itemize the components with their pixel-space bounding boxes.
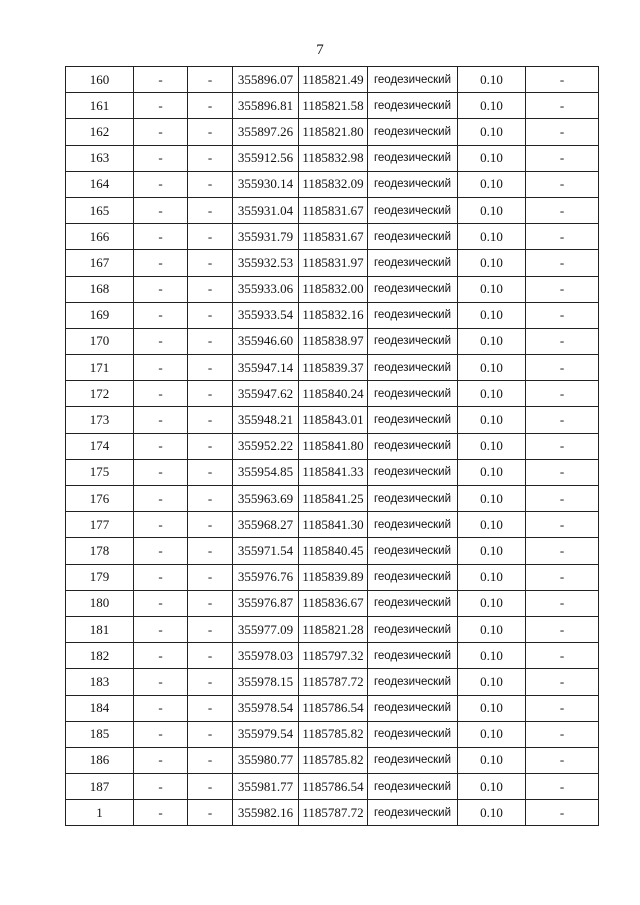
old-x-cell: - (134, 328, 188, 354)
accuracy-cell: 0.10 (458, 355, 526, 381)
old-y-cell: - (188, 800, 233, 826)
old-x-cell: - (134, 747, 188, 773)
point-number-cell: 179 (66, 564, 134, 590)
table-row (66, 721, 599, 747)
point-number-cell: 162 (66, 119, 134, 145)
accuracy-cell: 0.10 (458, 224, 526, 250)
accuracy-cell: 0.10 (458, 145, 526, 171)
table-row (66, 669, 599, 695)
old-x-cell: - (134, 590, 188, 616)
description-cell: - (526, 93, 599, 119)
point-number-cell: 186 (66, 747, 134, 773)
new-x-cell: 355896.07 (233, 67, 299, 93)
point-number-cell: 181 (66, 616, 134, 642)
table-row (66, 643, 599, 669)
description-cell: - (526, 616, 599, 642)
method-cell: геодезический (368, 695, 458, 721)
description-cell: - (526, 250, 599, 276)
point-number-cell: 182 (66, 643, 134, 669)
accuracy-cell: 0.10 (458, 669, 526, 695)
old-y-cell: - (188, 590, 233, 616)
method-cell: геодезический (368, 119, 458, 145)
old-y-cell: - (188, 407, 233, 433)
new-x-cell: 355930.14 (233, 171, 299, 197)
description-cell: - (526, 669, 599, 695)
table-row (66, 564, 599, 590)
accuracy-cell: 0.10 (458, 302, 526, 328)
description-cell: - (526, 197, 599, 223)
description-cell: - (526, 747, 599, 773)
new-y-cell: 1185821.28 (299, 616, 368, 642)
new-y-cell: 1185787.72 (299, 669, 368, 695)
accuracy-cell: 0.10 (458, 197, 526, 223)
table-row (66, 695, 599, 721)
point-number-cell: 173 (66, 407, 134, 433)
new-x-cell: 355933.06 (233, 276, 299, 302)
accuracy-cell: 0.10 (458, 643, 526, 669)
description-cell: - (526, 328, 599, 354)
description-cell: - (526, 433, 599, 459)
point-number-cell: 168 (66, 276, 134, 302)
old-x-cell: - (134, 800, 188, 826)
description-cell: - (526, 302, 599, 328)
description-cell: - (526, 486, 599, 512)
old-y-cell: - (188, 433, 233, 459)
old-x-cell: - (134, 119, 188, 145)
new-y-cell: 1185832.98 (299, 145, 368, 171)
accuracy-cell: 0.10 (458, 93, 526, 119)
old-y-cell: - (188, 119, 233, 145)
new-x-cell: 355963.69 (233, 486, 299, 512)
method-cell: геодезический (368, 800, 458, 826)
old-y-cell: - (188, 669, 233, 695)
old-x-cell: - (134, 564, 188, 590)
new-y-cell: 1185832.16 (299, 302, 368, 328)
new-y-cell: 1185840.45 (299, 538, 368, 564)
new-x-cell: 355933.54 (233, 302, 299, 328)
table-row (66, 616, 599, 642)
accuracy-cell: 0.10 (458, 538, 526, 564)
accuracy-cell: 0.10 (458, 433, 526, 459)
old-x-cell: - (134, 538, 188, 564)
description-cell: - (526, 721, 599, 747)
table-row (66, 747, 599, 773)
table-row (66, 119, 599, 145)
old-y-cell: - (188, 381, 233, 407)
point-number-cell: 180 (66, 590, 134, 616)
point-number-cell: 171 (66, 355, 134, 381)
old-x-cell: - (134, 93, 188, 119)
description-cell: - (526, 407, 599, 433)
point-number-cell: 178 (66, 538, 134, 564)
table-row (66, 459, 599, 485)
table-row (66, 197, 599, 223)
table-row (66, 328, 599, 354)
table-row (66, 355, 599, 381)
description-cell: - (526, 355, 599, 381)
new-x-cell: 355912.56 (233, 145, 299, 171)
accuracy-cell: 0.10 (458, 119, 526, 145)
point-number-cell: 161 (66, 93, 134, 119)
accuracy-cell: 0.10 (458, 616, 526, 642)
method-cell: геодезический (368, 276, 458, 302)
old-x-cell: - (134, 407, 188, 433)
table-row (66, 433, 599, 459)
new-y-cell: 1185787.72 (299, 800, 368, 826)
description-cell: - (526, 695, 599, 721)
table-row (66, 276, 599, 302)
new-x-cell: 355931.79 (233, 224, 299, 250)
point-number-cell: 172 (66, 381, 134, 407)
point-number-cell: 164 (66, 171, 134, 197)
new-x-cell: 355897.26 (233, 119, 299, 145)
old-x-cell: - (134, 145, 188, 171)
method-cell: геодезический (368, 486, 458, 512)
old-y-cell: - (188, 747, 233, 773)
new-x-cell: 355931.04 (233, 197, 299, 223)
accuracy-cell: 0.10 (458, 512, 526, 538)
new-y-cell: 1185785.82 (299, 747, 368, 773)
accuracy-cell: 0.10 (458, 721, 526, 747)
new-y-cell: 1185831.67 (299, 224, 368, 250)
old-y-cell: - (188, 486, 233, 512)
method-cell: геодезический (368, 302, 458, 328)
method-cell: геодезический (368, 355, 458, 381)
accuracy-cell: 0.10 (458, 695, 526, 721)
accuracy-cell: 0.10 (458, 747, 526, 773)
accuracy-cell: 0.10 (458, 171, 526, 197)
point-number-cell: 174 (66, 433, 134, 459)
description-cell: - (526, 459, 599, 485)
new-y-cell: 1185786.54 (299, 695, 368, 721)
new-y-cell: 1185831.97 (299, 250, 368, 276)
old-y-cell: - (188, 328, 233, 354)
table-row (66, 250, 599, 276)
old-x-cell: - (134, 355, 188, 381)
old-x-cell: - (134, 721, 188, 747)
method-cell: геодезический (368, 197, 458, 223)
new-y-cell: 1185832.09 (299, 171, 368, 197)
new-x-cell: 355980.77 (233, 747, 299, 773)
old-y-cell: - (188, 67, 233, 93)
old-y-cell: - (188, 774, 233, 800)
old-y-cell: - (188, 276, 233, 302)
old-y-cell: - (188, 643, 233, 669)
description-cell: - (526, 381, 599, 407)
old-x-cell: - (134, 250, 188, 276)
old-x-cell: - (134, 224, 188, 250)
new-y-cell: 1185785.82 (299, 721, 368, 747)
new-x-cell: 355977.09 (233, 616, 299, 642)
new-y-cell: 1185841.30 (299, 512, 368, 538)
old-y-cell: - (188, 250, 233, 276)
new-y-cell: 1185832.00 (299, 276, 368, 302)
new-x-cell: 355954.85 (233, 459, 299, 485)
old-y-cell: - (188, 512, 233, 538)
description-cell: - (526, 564, 599, 590)
new-y-cell: 1185841.25 (299, 486, 368, 512)
table-row (66, 93, 599, 119)
new-y-cell: 1185836.67 (299, 590, 368, 616)
accuracy-cell: 0.10 (458, 486, 526, 512)
new-y-cell: 1185838.97 (299, 328, 368, 354)
method-cell: геодезический (368, 407, 458, 433)
description-cell: - (526, 224, 599, 250)
new-y-cell: 1185840.24 (299, 381, 368, 407)
table-row (66, 800, 599, 826)
table-row (66, 302, 599, 328)
point-number-cell: 176 (66, 486, 134, 512)
accuracy-cell: 0.10 (458, 590, 526, 616)
point-number-cell: 185 (66, 721, 134, 747)
point-number-cell: 167 (66, 250, 134, 276)
method-cell: геодезический (368, 721, 458, 747)
table-row (66, 512, 599, 538)
old-x-cell: - (134, 302, 188, 328)
point-number-cell: 177 (66, 512, 134, 538)
new-y-cell: 1185821.58 (299, 93, 368, 119)
accuracy-cell: 0.10 (458, 381, 526, 407)
new-x-cell: 355947.14 (233, 355, 299, 381)
old-y-cell: - (188, 459, 233, 485)
method-cell: геодезический (368, 171, 458, 197)
accuracy-cell: 0.10 (458, 67, 526, 93)
description-cell: - (526, 145, 599, 171)
method-cell: геодезический (368, 616, 458, 642)
method-cell: геодезический (368, 67, 458, 93)
old-y-cell: - (188, 171, 233, 197)
point-number-cell: 187 (66, 774, 134, 800)
new-x-cell: 355896.81 (233, 93, 299, 119)
new-x-cell: 355976.87 (233, 590, 299, 616)
old-y-cell: - (188, 302, 233, 328)
new-x-cell: 355978.15 (233, 669, 299, 695)
description-cell: - (526, 67, 599, 93)
method-cell: геодезический (368, 774, 458, 800)
old-y-cell: - (188, 224, 233, 250)
point-number-cell: 175 (66, 459, 134, 485)
new-y-cell: 1185839.89 (299, 564, 368, 590)
table-row (66, 538, 599, 564)
method-cell: геодезический (368, 224, 458, 250)
old-y-cell: - (188, 93, 233, 119)
accuracy-cell: 0.10 (458, 459, 526, 485)
accuracy-cell: 0.10 (458, 564, 526, 590)
old-x-cell: - (134, 459, 188, 485)
description-cell: - (526, 119, 599, 145)
page-number: 7 (316, 42, 324, 58)
new-x-cell: 355978.03 (233, 643, 299, 669)
description-cell: - (526, 512, 599, 538)
method-cell: геодезический (368, 512, 458, 538)
new-x-cell: 355976.76 (233, 564, 299, 590)
accuracy-cell: 0.10 (458, 276, 526, 302)
old-y-cell: - (188, 695, 233, 721)
new-x-cell: 355978.54 (233, 695, 299, 721)
old-y-cell: - (188, 145, 233, 171)
accuracy-cell: 0.10 (458, 407, 526, 433)
new-x-cell: 355952.22 (233, 433, 299, 459)
new-x-cell: 355968.27 (233, 512, 299, 538)
method-cell: геодезический (368, 590, 458, 616)
method-cell: геодезический (368, 328, 458, 354)
table-row (66, 67, 599, 93)
method-cell: геодезический (368, 538, 458, 564)
new-x-cell: 355948.21 (233, 407, 299, 433)
point-number-cell: 165 (66, 197, 134, 223)
new-x-cell: 355981.77 (233, 774, 299, 800)
new-x-cell: 355946.60 (233, 328, 299, 354)
description-cell: - (526, 774, 599, 800)
old-x-cell: - (134, 774, 188, 800)
method-cell: геодезический (368, 459, 458, 485)
new-y-cell: 1185797.32 (299, 643, 368, 669)
old-x-cell: - (134, 643, 188, 669)
table-row (66, 381, 599, 407)
method-cell: геодезический (368, 381, 458, 407)
point-number-cell: 163 (66, 145, 134, 171)
table-row (66, 171, 599, 197)
table-row (66, 774, 599, 800)
table-row (66, 486, 599, 512)
old-x-cell: - (134, 381, 188, 407)
new-x-cell: 355971.54 (233, 538, 299, 564)
new-y-cell: 1185841.33 (299, 459, 368, 485)
accuracy-cell: 0.10 (458, 250, 526, 276)
method-cell: геодезический (368, 564, 458, 590)
new-y-cell: 1185841.80 (299, 433, 368, 459)
accuracy-cell: 0.10 (458, 774, 526, 800)
method-cell: геодезический (368, 643, 458, 669)
method-cell: геодезический (368, 145, 458, 171)
description-cell: - (526, 800, 599, 826)
old-x-cell: - (134, 171, 188, 197)
point-number-cell: 183 (66, 669, 134, 695)
new-y-cell: 1185843.01 (299, 407, 368, 433)
old-y-cell: - (188, 564, 233, 590)
old-x-cell: - (134, 512, 188, 538)
description-cell: - (526, 643, 599, 669)
table-body (66, 67, 599, 826)
old-y-cell: - (188, 197, 233, 223)
method-cell: геодезический (368, 93, 458, 119)
old-x-cell: - (134, 486, 188, 512)
description-cell: - (526, 590, 599, 616)
old-y-cell: - (188, 355, 233, 381)
table-row (66, 145, 599, 171)
new-y-cell: 1185831.67 (299, 197, 368, 223)
old-x-cell: - (134, 695, 188, 721)
old-y-cell: - (188, 538, 233, 564)
method-cell: геодезический (368, 747, 458, 773)
method-cell: геодезический (368, 250, 458, 276)
accuracy-cell: 0.10 (458, 328, 526, 354)
old-x-cell: - (134, 433, 188, 459)
new-y-cell: 1185839.37 (299, 355, 368, 381)
old-x-cell: - (134, 67, 188, 93)
new-x-cell: 355979.54 (233, 721, 299, 747)
old-y-cell: - (188, 721, 233, 747)
coordinates-table (65, 66, 599, 826)
old-x-cell: - (134, 197, 188, 223)
description-cell: - (526, 538, 599, 564)
table-row (66, 224, 599, 250)
description-cell: - (526, 171, 599, 197)
description-cell: - (526, 276, 599, 302)
new-y-cell: 1185786.54 (299, 774, 368, 800)
new-y-cell: 1185821.49 (299, 67, 368, 93)
new-x-cell: 355947.62 (233, 381, 299, 407)
table-row (66, 407, 599, 433)
point-number-cell: 160 (66, 67, 134, 93)
old-x-cell: - (134, 669, 188, 695)
point-number-cell: 184 (66, 695, 134, 721)
new-x-cell: 355932.53 (233, 250, 299, 276)
old-x-cell: - (134, 276, 188, 302)
point-number-cell: 1 (66, 800, 134, 826)
point-number-cell: 169 (66, 302, 134, 328)
table-row (66, 590, 599, 616)
method-cell: геодезический (368, 669, 458, 695)
new-y-cell: 1185821.80 (299, 119, 368, 145)
new-x-cell: 355982.16 (233, 800, 299, 826)
old-x-cell: - (134, 616, 188, 642)
point-number-cell: 170 (66, 328, 134, 354)
point-number-cell: 166 (66, 224, 134, 250)
method-cell: геодезический (368, 433, 458, 459)
accuracy-cell: 0.10 (458, 800, 526, 826)
old-y-cell: - (188, 616, 233, 642)
